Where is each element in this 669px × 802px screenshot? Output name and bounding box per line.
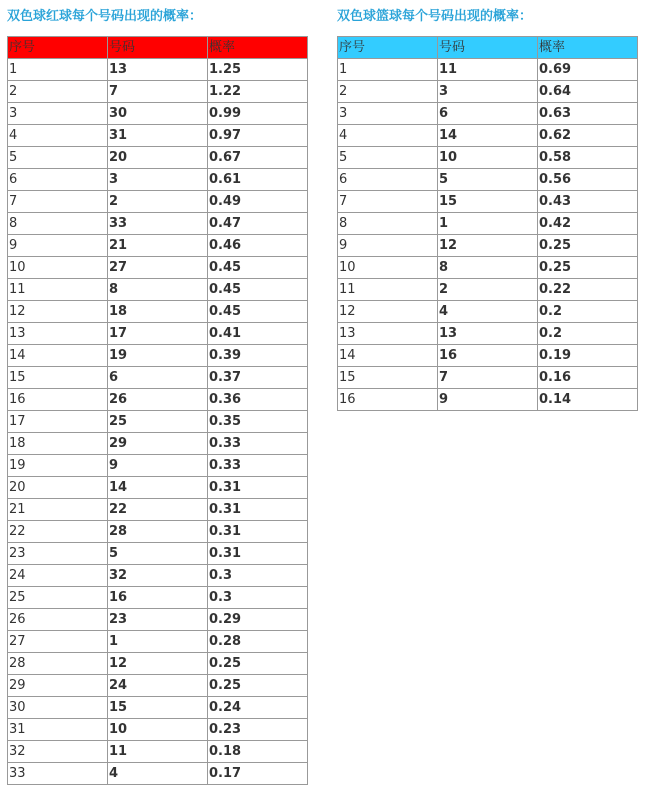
cell-index: 18 xyxy=(8,433,108,455)
cell-index: 6 xyxy=(8,169,108,191)
cell-index: 4 xyxy=(338,125,438,147)
cell-probability: 0.58 xyxy=(538,147,638,169)
cell-number: 33 xyxy=(108,213,208,235)
cell-index: 4 xyxy=(8,125,108,147)
table-row xyxy=(338,103,638,125)
blue-ball-probability-table xyxy=(337,36,638,411)
cell-index: 24 xyxy=(8,565,108,587)
table-row xyxy=(8,411,308,433)
table-row xyxy=(8,565,308,587)
blue-ball-title: 双色球篮球每个号码出现的概率： xyxy=(337,9,533,24)
cell-index: 22 xyxy=(8,521,108,543)
header-index: 序号 xyxy=(338,37,438,59)
cell-index: 25 xyxy=(8,587,108,609)
cell-index: 12 xyxy=(8,301,108,323)
cell-number: 4 xyxy=(438,301,538,323)
cell-probability: 0.99 xyxy=(208,103,308,125)
cell-index: 17 xyxy=(8,411,108,433)
cell-probability: 0.56 xyxy=(538,169,638,191)
blue-ball-section xyxy=(337,8,638,411)
cell-number: 25 xyxy=(108,411,208,433)
cell-number: 11 xyxy=(438,59,538,81)
cell-probability: 0.45 xyxy=(208,257,308,279)
table-header-row xyxy=(8,37,308,59)
cell-index: 31 xyxy=(8,719,108,741)
table-row xyxy=(8,719,308,741)
cell-index: 28 xyxy=(8,653,108,675)
header-probability: 概率 xyxy=(208,37,308,59)
cell-index: 11 xyxy=(8,279,108,301)
table-row xyxy=(8,323,308,345)
cell-probability: 1.25 xyxy=(208,59,308,81)
table-row xyxy=(8,697,308,719)
cell-index: 9 xyxy=(338,235,438,257)
cell-number: 10 xyxy=(108,719,208,741)
cell-index: 29 xyxy=(8,675,108,697)
cell-index: 23 xyxy=(8,543,108,565)
cell-number: 31 xyxy=(108,125,208,147)
cell-number: 23 xyxy=(108,609,208,631)
cell-number: 9 xyxy=(108,455,208,477)
cell-index: 5 xyxy=(338,147,438,169)
cell-number: 7 xyxy=(108,81,208,103)
cell-number: 8 xyxy=(108,279,208,301)
cell-index: 30 xyxy=(8,697,108,719)
cell-probability: 0.3 xyxy=(208,565,308,587)
table-row xyxy=(8,653,308,675)
cell-probability: 0.16 xyxy=(538,367,638,389)
table-row xyxy=(8,235,308,257)
cell-index: 26 xyxy=(8,609,108,631)
cell-probability: 0.29 xyxy=(208,609,308,631)
cell-number: 14 xyxy=(108,477,208,499)
cell-number: 16 xyxy=(438,345,538,367)
cell-number: 17 xyxy=(108,323,208,345)
cell-index: 13 xyxy=(8,323,108,345)
cell-number: 15 xyxy=(108,697,208,719)
table-row xyxy=(8,301,308,323)
cell-number: 7 xyxy=(438,367,538,389)
cell-number: 21 xyxy=(108,235,208,257)
cell-index: 2 xyxy=(8,81,108,103)
table-row xyxy=(8,433,308,455)
table-row xyxy=(8,257,308,279)
cell-index: 16 xyxy=(338,389,438,411)
cell-index: 5 xyxy=(8,147,108,169)
cell-index: 10 xyxy=(338,257,438,279)
red-ball-probability-table xyxy=(7,36,308,785)
cell-number: 8 xyxy=(438,257,538,279)
table-row xyxy=(8,587,308,609)
cell-number: 5 xyxy=(108,543,208,565)
cell-number: 4 xyxy=(108,763,208,785)
cell-index: 7 xyxy=(338,191,438,213)
cell-probability: 0.31 xyxy=(208,477,308,499)
cell-index: 15 xyxy=(338,367,438,389)
cell-probability: 0.19 xyxy=(538,345,638,367)
cell-probability: 0.25 xyxy=(538,257,638,279)
table-row xyxy=(8,169,308,191)
table-row xyxy=(338,147,638,169)
cell-probability: 0.2 xyxy=(538,323,638,345)
table-row xyxy=(8,499,308,521)
cell-probability: 0.24 xyxy=(208,697,308,719)
cell-number: 6 xyxy=(108,367,208,389)
cell-probability: 0.14 xyxy=(538,389,638,411)
cell-probability: 0.41 xyxy=(208,323,308,345)
cell-probability: 0.17 xyxy=(208,763,308,785)
cell-index: 33 xyxy=(8,763,108,785)
cell-number: 29 xyxy=(108,433,208,455)
cell-index: 21 xyxy=(8,499,108,521)
table-row xyxy=(338,389,638,411)
table-row xyxy=(338,323,638,345)
cell-probability: 1.22 xyxy=(208,81,308,103)
cell-index: 2 xyxy=(338,81,438,103)
cell-number: 2 xyxy=(438,279,538,301)
cell-index: 9 xyxy=(8,235,108,257)
cell-number: 16 xyxy=(108,587,208,609)
cell-number: 14 xyxy=(438,125,538,147)
table-row xyxy=(8,59,308,81)
cell-index: 1 xyxy=(338,59,438,81)
cell-number: 6 xyxy=(438,103,538,125)
cell-probability: 0.43 xyxy=(538,191,638,213)
cell-probability: 0.18 xyxy=(208,741,308,763)
header-number: 号码 xyxy=(438,37,538,59)
cell-number: 26 xyxy=(108,389,208,411)
cell-index: 6 xyxy=(338,169,438,191)
cell-index: 8 xyxy=(8,213,108,235)
table-row xyxy=(8,389,308,411)
cell-probability: 0.23 xyxy=(208,719,308,741)
table-row xyxy=(338,345,638,367)
cell-index: 8 xyxy=(338,213,438,235)
table-row xyxy=(8,741,308,763)
cell-probability: 0.36 xyxy=(208,389,308,411)
cell-probability: 0.45 xyxy=(208,301,308,323)
table-row xyxy=(338,367,638,389)
table-row xyxy=(8,543,308,565)
cell-number: 13 xyxy=(108,59,208,81)
cell-index: 32 xyxy=(8,741,108,763)
table-row xyxy=(8,191,308,213)
cell-index: 10 xyxy=(8,257,108,279)
cell-index: 12 xyxy=(338,301,438,323)
table-row xyxy=(8,763,308,785)
cell-index: 14 xyxy=(338,345,438,367)
cell-index: 1 xyxy=(8,59,108,81)
cell-number: 20 xyxy=(108,147,208,169)
table-row xyxy=(8,279,308,301)
cell-probability: 0.31 xyxy=(208,499,308,521)
cell-number: 1 xyxy=(438,213,538,235)
cell-probability: 0.67 xyxy=(208,147,308,169)
cell-probability: 0.33 xyxy=(208,433,308,455)
cell-index: 20 xyxy=(8,477,108,499)
cell-index: 7 xyxy=(8,191,108,213)
cell-probability: 0.42 xyxy=(538,213,638,235)
table-row xyxy=(8,609,308,631)
cell-probability: 0.62 xyxy=(538,125,638,147)
cell-number: 11 xyxy=(108,741,208,763)
table-row xyxy=(338,279,638,301)
cell-probability: 0.35 xyxy=(208,411,308,433)
table-row xyxy=(338,235,638,257)
cell-index: 19 xyxy=(8,455,108,477)
table-row xyxy=(338,301,638,323)
cell-probability: 0.47 xyxy=(208,213,308,235)
cell-number: 5 xyxy=(438,169,538,191)
cell-index: 3 xyxy=(8,103,108,125)
table-row xyxy=(8,367,308,389)
table-row xyxy=(338,213,638,235)
cell-probability: 0.39 xyxy=(208,345,308,367)
cell-probability: 0.45 xyxy=(208,279,308,301)
table-row xyxy=(338,257,638,279)
cell-index: 11 xyxy=(338,279,438,301)
cell-probability: 0.37 xyxy=(208,367,308,389)
cell-probability: 0.28 xyxy=(208,631,308,653)
cell-number: 1 xyxy=(108,631,208,653)
cell-number: 30 xyxy=(108,103,208,125)
cell-number: 13 xyxy=(438,323,538,345)
cell-probability: 0.69 xyxy=(538,59,638,81)
red-ball-title: 双色球红球每个号码出现的概率： xyxy=(7,9,203,24)
table-row xyxy=(8,675,308,697)
cell-probability: 0.3 xyxy=(208,587,308,609)
table-row xyxy=(338,169,638,191)
cell-number: 27 xyxy=(108,257,208,279)
header-number: 号码 xyxy=(108,37,208,59)
cell-number: 3 xyxy=(438,81,538,103)
cell-probability: 0.22 xyxy=(538,279,638,301)
cell-number: 19 xyxy=(108,345,208,367)
cell-index: 15 xyxy=(8,367,108,389)
cell-index: 14 xyxy=(8,345,108,367)
cell-index: 27 xyxy=(8,631,108,653)
cell-probability: 0.31 xyxy=(208,543,308,565)
header-index: 序号 xyxy=(8,37,108,59)
cell-index: 16 xyxy=(8,389,108,411)
cell-probability: 0.33 xyxy=(208,455,308,477)
cell-probability: 0.49 xyxy=(208,191,308,213)
cell-number: 18 xyxy=(108,301,208,323)
header-probability: 概率 xyxy=(538,37,638,59)
cell-index: 3 xyxy=(338,103,438,125)
table-row xyxy=(338,59,638,81)
cell-number: 12 xyxy=(438,235,538,257)
table-row xyxy=(8,631,308,653)
table-row xyxy=(8,455,308,477)
cell-probability: 0.46 xyxy=(208,235,308,257)
cell-number: 22 xyxy=(108,499,208,521)
cell-probability: 0.2 xyxy=(538,301,638,323)
table-row xyxy=(8,125,308,147)
cell-probability: 0.61 xyxy=(208,169,308,191)
table-row xyxy=(8,81,308,103)
cell-number: 12 xyxy=(108,653,208,675)
cell-number: 3 xyxy=(108,169,208,191)
table-row xyxy=(8,147,308,169)
table-row xyxy=(8,521,308,543)
cell-probability: 0.25 xyxy=(208,653,308,675)
table-row xyxy=(8,477,308,499)
cell-probability: 0.97 xyxy=(208,125,308,147)
cell-number: 24 xyxy=(108,675,208,697)
red-ball-section xyxy=(7,8,308,785)
cell-number: 2 xyxy=(108,191,208,213)
cell-number: 15 xyxy=(438,191,538,213)
cell-probability: 0.64 xyxy=(538,81,638,103)
table-row xyxy=(8,103,308,125)
table-row xyxy=(338,191,638,213)
cell-probability: 0.25 xyxy=(538,235,638,257)
cell-index: 13 xyxy=(338,323,438,345)
cell-probability: 0.25 xyxy=(208,675,308,697)
table-row xyxy=(338,81,638,103)
cell-number: 9 xyxy=(438,389,538,411)
cell-number: 32 xyxy=(108,565,208,587)
table-row xyxy=(8,213,308,235)
cell-probability: 0.31 xyxy=(208,521,308,543)
cell-number: 10 xyxy=(438,147,538,169)
table-row xyxy=(8,345,308,367)
table-header-row xyxy=(338,37,638,59)
table-row xyxy=(338,125,638,147)
cell-probability: 0.63 xyxy=(538,103,638,125)
cell-number: 28 xyxy=(108,521,208,543)
